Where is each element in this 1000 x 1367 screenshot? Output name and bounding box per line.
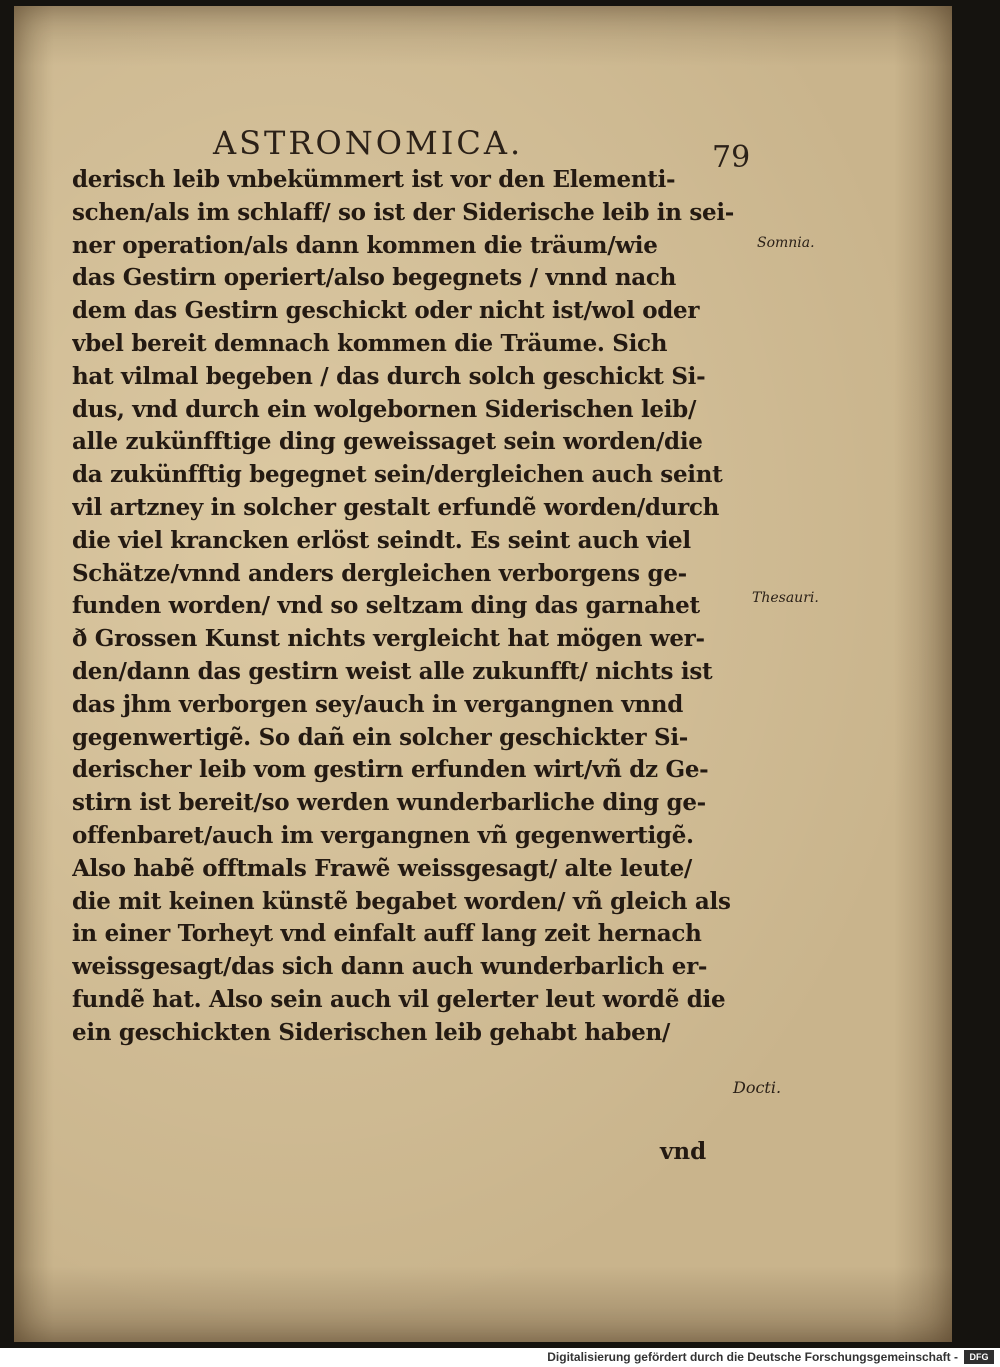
text-line: hat vilmal begeben / das durch solch geschickt Si- [72, 362, 706, 390]
text-line: Schätze/vnnd anders dergleichen verborgens ge- [72, 559, 687, 587]
text-line: funden worden/ vnd so seltzam ding das garnahet [72, 592, 700, 620]
text-line: das Gestirn operiert/also begegnets / vnnd nach [72, 264, 677, 292]
running-head: ASTRONOMICA. [213, 124, 524, 162]
text-line: vbel bereit demnach kommen die Träume. Sich [72, 329, 668, 357]
marginal-note-somnia: Somnia. [757, 235, 815, 251]
text-line: ð Grossen Kunst nichts vergleicht hat mögen wer- [72, 625, 705, 653]
text-line: weissgesagt/das sich dann auch wunderbarlich er- [72, 953, 708, 981]
page-number: 79 [712, 140, 751, 175]
dfg-logo-icon: DFG [964, 1350, 994, 1364]
text-line: dem das Gestirn geschickt oder nicht ist/wol oder [72, 297, 700, 325]
text-line: Also habẽ offtmals Frawẽ weissgesagt/ alte leute/ [72, 854, 693, 882]
text-line: ein geschickten Siderischen leib gehabt haben/ [72, 1018, 671, 1046]
text-line: schen/als im schlaff/ so ist der Siderische leib in sei- [72, 198, 735, 226]
text-line: derisch leib vnbekümmert ist vor den Elementi- [72, 166, 676, 193]
text-line: vil artzney in solcher gestalt erfundẽ worden/durch [72, 493, 720, 521]
marginal-note-docti: Docti. [733, 1078, 782, 1097]
text-line: die mit keinen künstẽ begabet worden/ vñ gleich als [72, 887, 731, 915]
catchword: vnd [660, 1138, 707, 1165]
text-line: stirn ist bereit/so werden wunderbarliche ding ge- [72, 789, 706, 817]
text-line: die viel krancken erlöst seindt. Es seint auch viel [72, 526, 691, 554]
text-line: da zukünfftig begegnet sein/dergleichen auch seint [72, 461, 723, 489]
text-line: gegenwertigẽ. So dañ ein solcher geschickter Si- [72, 723, 689, 751]
text-line: in einer Torheyt vnd einfalt auff lang zeit hernach [72, 920, 702, 948]
marginal-note-thesauri: Thesauri. [752, 590, 819, 606]
text-line: dus, vnd durch ein wolgebornen Siderischen leib/ [72, 395, 697, 423]
text-line: offenbaret/auch im vergangnen vñ gegenwertigẽ. [72, 821, 694, 849]
text-line: ner operation/als dann kommen die träum/wie [72, 231, 658, 259]
body-text [72, 164, 752, 1050]
text-line: den/dann das gestirn weist alle zukunfft/ nichts ist [72, 657, 713, 685]
text-line: fundẽ hat. Also sein auch vil gelerter leut wordẽ die [72, 985, 726, 1013]
footer-bar [0, 1348, 1000, 1367]
text-line: derischer leib vom gestirn erfunden wirt/vñ dz Ge- [72, 756, 709, 784]
text-line: alle zukünfftige ding geweissaget sein worden/die [72, 428, 703, 456]
text-line: das jhm verborgen sey/auch in vergangnen vnnd [72, 690, 683, 718]
funding-notice: Digitalisierung gefördert durch die Deutsche Forschungsgemeinschaft - [547, 1350, 958, 1364]
